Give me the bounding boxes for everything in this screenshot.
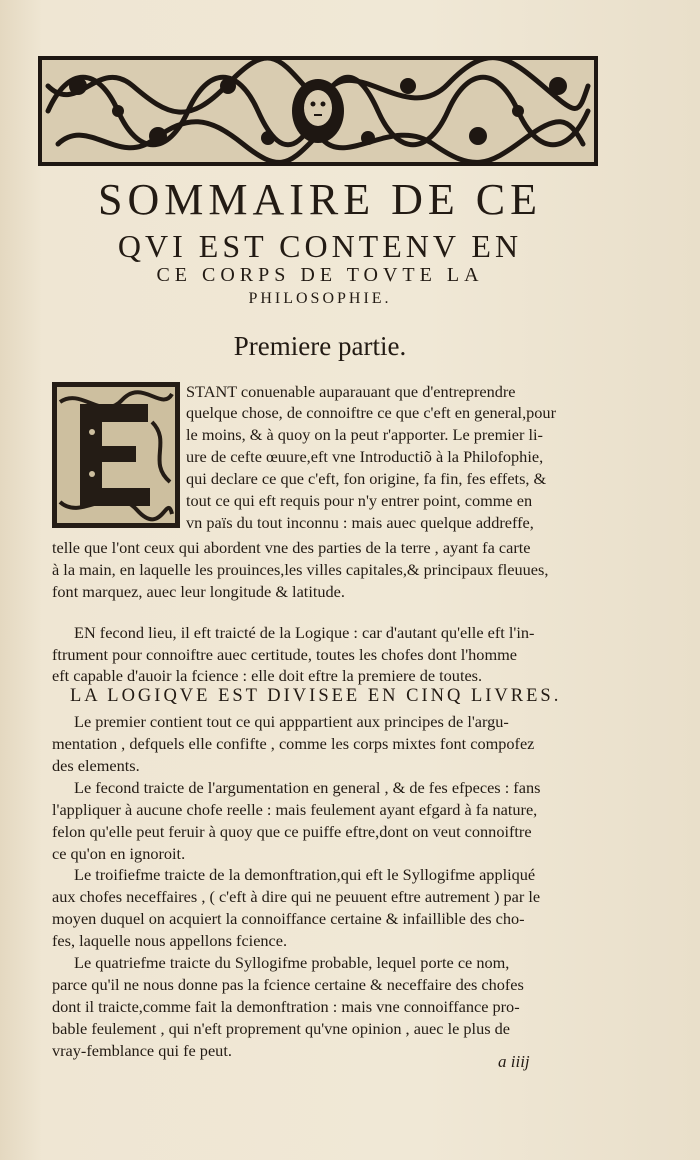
- paragraph-6-line-4: bable feulement , qui n'eft proprement qu'vne opinion , auec le plus de: [52, 1019, 510, 1038]
- title-line-1: SOMMAIRE DE CE: [97, 175, 543, 224]
- title-line-3: CE CORPS DE TOVTE LA: [156, 264, 484, 286]
- paragraph-6-line-3: dont il traicte,comme fait la demonftration : mais vne connoiffance pro-: [52, 997, 520, 1016]
- paragraph-1-line-5: qui declare ce que c'eft, fon origine, fa fin, fes effets, &: [186, 469, 547, 488]
- paragraph-2-line-3: eft capable d'auoir la fcience : elle doit eftre la premiere de toutes.: [52, 666, 483, 685]
- paragraph-5-line-1: Le troifiefme traicte de la demonftration,qui eft le Syllogifme appliqué: [74, 865, 536, 884]
- paragraph-4-line-2: l'appliquer à aucune chofe reelle : mais feulement ayant efgard à fa nature,: [52, 800, 538, 819]
- decorated-initial-e: [52, 382, 180, 528]
- paragraph-2-line-1: EN fecond lieu, il eft traicté de la Logique : car d'autant qu'elle eft l'in-: [74, 623, 535, 642]
- subheading-logique: LA LOGIQVE EST DIVISEE EN CINQ LIVRES.: [70, 686, 562, 706]
- paragraph-6-line-1: Le quatriefme traicte du Syllogifme probable, lequel porte ce nom,: [74, 953, 510, 972]
- signature-mark: a iiij: [498, 1052, 530, 1071]
- ornamental-headpiece: [38, 56, 598, 166]
- paragraph-4-line-4: ce qu'on en ignoroit.: [52, 844, 186, 863]
- paragraph-4-line-3: felon qu'elle peut feruir à quoy que ce puiffe eftre,dont on veut connoiftre: [52, 822, 532, 841]
- paragraph-5-line-3: moyen duquel on acquiert la connoiffance certaine & infaillible des cho-: [52, 909, 525, 928]
- paragraph-1-line-2: quelque chose, de connoiftre ce que c'eft en general,pour: [186, 403, 556, 422]
- title-line-4: PHILOSOPHIE.: [248, 290, 392, 307]
- paragraph-1-line-4: ure de cefte œuure,eft vne Introductiõ à la Philofophie,: [186, 447, 544, 466]
- paragraph-1-line-9: à la main, en laquelle les prouinces,les villes capitales,& principaux fleuues,: [52, 560, 549, 579]
- paragraph-6-line-2: parce qu'il ne nous donne pas la fcience certaine & neceffaire des chofes: [52, 975, 524, 994]
- paragraph-1-line-3: le moins, & à quoy on la peut r'apporter. Le premier li-: [186, 425, 543, 444]
- paragraph-1-line-1: STANT conuenable auparauant que d'entreprendre: [186, 382, 516, 401]
- paragraph-1-line-10: font marquez, auec leur longitude & latitude.: [52, 582, 345, 601]
- paragraph-3-line-2: mentation , defquels elle confifte , comme les corps mixtes font compofez: [52, 734, 535, 753]
- paragraph-2-line-2: ftrument pour connoiftre auec certitude, toutes les chofes dont l'homme: [52, 645, 517, 664]
- paragraph-5-line-2: aux chofes neceffaires , ( c'eft à dire qui ne peuuent eftre autrement ) par le: [52, 887, 541, 906]
- title-line-2: QVI EST CONTENV EN: [117, 228, 523, 264]
- paragraph-1-line-8: telle que l'ont ceux qui abordent vne des parties de la terre , ayant fa carte: [52, 538, 531, 557]
- section-heading: Premiere partie.: [233, 331, 407, 361]
- paragraph-5-line-4: fes, laquelle nous appellons fcience.: [52, 931, 288, 950]
- paragraph-4-line-1: Le fecond traicte de l'argumentation en general , & de fes efpeces : fans: [74, 778, 541, 797]
- paragraph-1-line-7: vn païs du tout inconnu : mais auec quelque addreffe,: [186, 513, 534, 532]
- paragraph-3-line-3: des elements.: [52, 756, 140, 775]
- paragraph-3-line-1: Le premier contient tout ce qui apppartient aux principes de l'argu-: [74, 712, 509, 731]
- paragraph-6-line-5: vray-femblance qui fe peut.: [52, 1041, 232, 1060]
- paragraph-1-line-6: tout ce qui eft requis pour n'y entrer point, comme en: [186, 491, 533, 510]
